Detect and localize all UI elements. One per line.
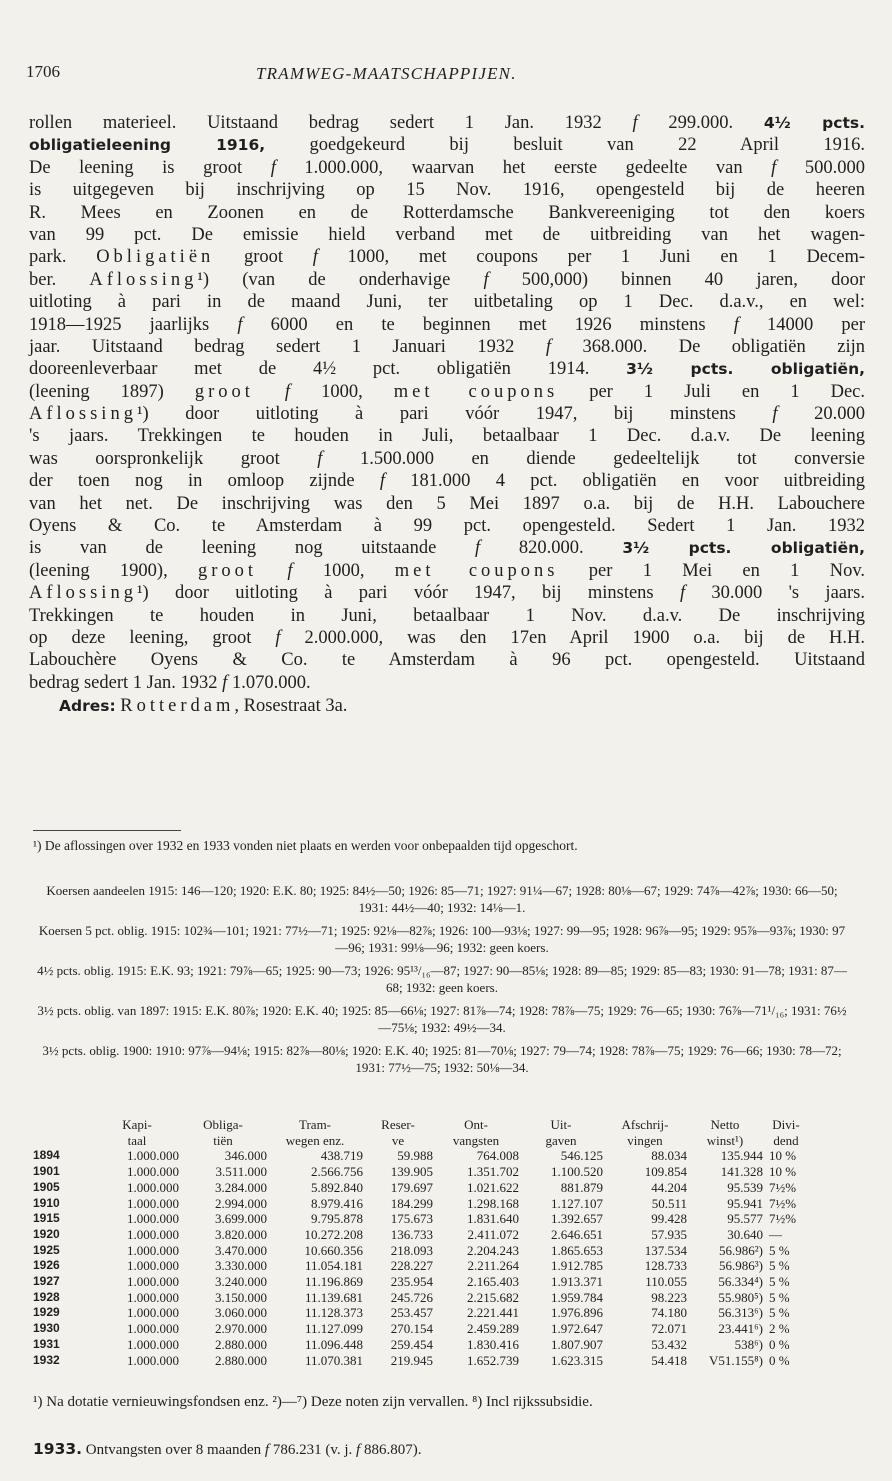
table-cell: 7½% [769,1179,797,1195]
table-cell: 235.954 [390,1274,433,1290]
table-cell: 11.128.373 [304,1305,363,1321]
text-run: f [771,157,777,178]
table-cell: 1.000.000 [127,1305,179,1321]
heading-run: obligatieleening 1916, [29,136,266,155]
row-year: 1910 [33,1195,60,1210]
column-header: Ont- vangsten [452,1117,500,1148]
table-cell: 59.988 [397,1148,433,1164]
text-run: f [733,314,739,335]
text-run: ¹) door uitloting à pari vóór 1947, bij minstens [136,583,680,604]
table-cell: 1.807.907 [551,1336,603,1352]
table-cell: 72.071 [651,1321,687,1337]
row-year: 1928 [33,1289,60,1304]
text-run: f [275,627,281,648]
text-run: ¹) door uitloting à pari vóór 1947, bij minstens [136,404,773,425]
row-year: 1926 [33,1258,60,1273]
table-cell: 7½% [769,1211,797,1227]
text-line [29,381,865,403]
table-row [33,1337,809,1353]
note-1933 [33,1440,421,1459]
text-run: (leening 1897) [29,381,195,402]
footnote-aflossing: ¹) De aflossingen over 1932 en 1933 vonden niet plaats en werden voor onbepaalden tijd opgeschort. [33,838,578,853]
text-run: ¹) (van de onderhavige [197,269,484,290]
running-title: TRAMWEG-MAATSCHAPPIJEN. [256,64,517,83]
table-cell: 1.000.000 [127,1211,179,1227]
text-run: Trekkingen te houden in Juni, betaalbaar 1 Nov. d.a.v. De inschrijving [29,605,865,626]
table-header-row [33,1117,809,1148]
spaced-run: Aflossing [29,404,137,425]
table-row [33,1243,809,1259]
table-cell: 99.428 [651,1211,687,1227]
address-label: Adres: [59,697,116,716]
address-street: , Rosestraat 3a. [234,696,348,717]
table-cell: 11.139.681 [304,1289,363,1305]
table-cell: 2.411.072 [467,1226,519,1242]
note-1933-florin-2: f [356,1442,361,1458]
table-cell: 1.913.371 [551,1274,603,1290]
text-line [29,448,865,470]
note-1933-amount-2: 886.807). [360,1442,422,1458]
table-cell: 9.795.878 [311,1211,363,1227]
row-year: 1901 [33,1164,60,1179]
table-cell: 2.459.289 [467,1321,519,1337]
table-cell: — [769,1226,782,1242]
table-cell: 0 % [769,1336,790,1352]
column-header: Obliga- tiën [203,1117,243,1148]
table-cell: 56.986²) [719,1242,763,1258]
text-run: f [222,672,228,693]
spaced-run: groot [198,560,258,581]
table-cell: 56.334⁴) [718,1274,763,1290]
text-run: 820.000. [480,538,623,559]
table-cell: 2.994.000 [215,1195,267,1211]
text-run: 1.500.000 en diende gedeeltelijk tot conversie [322,448,865,469]
text-run: 181.000 4 pct. obligatiën en voor uitbreiding [385,471,865,492]
text-line [29,202,865,224]
table-cell: 1.000.000 [127,1195,179,1211]
table-cell: 74.180 [651,1305,687,1321]
table-cell: 30.640 [727,1226,763,1242]
table-cell: 139.905 [390,1164,433,1180]
text-run [257,561,287,581]
table-row [33,1148,809,1164]
text-line [29,269,865,291]
table-cell: 1.021.622 [467,1179,519,1195]
table-cell: 1.831.640 [467,1211,519,1227]
table-cell: 3.060.000 [215,1305,267,1321]
koers-paragraph: 3½ pcts. oblig. 1900: 1910: 97⅞—94⅛; 1915: 82⅞—80⅛; 1920: E.K. 40; 1925: 81—70⅛; 1927: 79—74; 1928: 78⅞—75; 1929: 76—66; 1930: 78—72; 1931: 77½—75; 1932: 50⅛—34. [42,1043,842,1075]
text-run: jaar. Uitstaand bedrag sedert 1 Januari 1932 [29,336,546,357]
text-run: De leening is groot [29,157,271,178]
text-line [29,605,865,627]
table-cell: 44.204 [651,1179,687,1195]
table-cell: 141.328 [720,1164,763,1180]
table-cell: 346.000 [224,1148,267,1164]
heading-run: 3½ pcts. obligatiën, [626,360,865,379]
text-run: was oorspronkelijk groot [29,448,318,469]
address-city: Rotterdam [120,696,235,717]
table-cell: 5 % [769,1258,790,1274]
text-run: 14000 per [738,314,865,335]
text-run: per 1 Mei en 1 Nov. [558,560,866,581]
text-run: f [270,157,276,178]
table-cell: 764.008 [476,1148,519,1164]
koers-paragraph: 4½ pcts. oblig. 1915: E.K. 93; 1921: 79⅞—65; 1925: 90—73; 1926: 95¹³/₁₆—87; 1927: 90—85⅛; 1928: 89—85; 1929: 85—83; 1930: 91—78; 1931: 87—68; 1932: geen koers. [37,963,847,995]
table-cell: 23.441⁶) [718,1321,763,1337]
column-header: Netto winst¹) [706,1117,744,1148]
table-cell: 1.000.000 [127,1258,179,1274]
table-cell: 1.000.000 [127,1226,179,1242]
table-row [33,1258,809,1274]
table-cell: V51.155⁸) [709,1352,763,1368]
table-cell: 11.196.869 [304,1274,363,1290]
financial-table [33,1117,809,1368]
text-run: 6000 en te beginnen met 1926 minstens [242,314,734,335]
table-cell: 2.566.756 [311,1164,363,1180]
footnote-table: ¹) Na dotatie vernieuwingsfondsen enz. ²)—⁷) Deze noten zijn vervallen. ⁸) Incl rijkssubsidie. [33,1394,593,1410]
table-cell: 1.976.896 [551,1305,603,1321]
table-cell: 1.392.657 [551,1211,603,1227]
table-cell: 10.660.356 [304,1242,363,1258]
text-run: uitloting à pari in de maand Juni, ter uitbetaling op 1 Dec. d.a.v., en wel: [29,292,865,313]
table-cell: 184.299 [390,1195,433,1211]
koers-paragraph: 3½ pcts. oblig. van 1897: 1915: E.K. 80⅞; 1920: E.K. 40; 1925: 85—66⅛; 1927: 81⅞—74; 1928: 78⅞—75; 1929: 76—65; 1930: 76⅞—71¹/₁₆; 1931: 76½—75⅛; 1932: 49½—34. [37,1003,847,1035]
table-row [33,1180,809,1196]
text-run: f [287,560,293,581]
note-1933-florin: f [264,1442,270,1458]
text-run: 368.000. De obligatiën zijn [550,336,865,357]
table-cell: 3.284.000 [215,1179,267,1195]
row-year: 1894 [33,1148,60,1163]
table-cell: 5 % [769,1289,790,1305]
table-cell: 3.240.000 [215,1274,267,1290]
column-header: Divi- dend [772,1117,800,1148]
table-cell: 136.733 [390,1226,433,1242]
table-cell: 56.313⁶) [718,1305,763,1321]
table-cell: 1.000.000 [127,1179,179,1195]
text-run: (leening 1900), [29,560,199,581]
text-run: 1000, [292,560,395,581]
text-run: f [475,538,481,559]
table-cell: 2.165.403 [467,1274,519,1290]
text-line [29,470,865,492]
main-text [29,112,865,718]
table-cell: 2.215.682 [467,1289,519,1305]
text-run: Labouchère Oyens & Co. te Amsterdam à 96 pct. opengesteld. Uitstaand [29,650,865,671]
table-cell: 175.673 [390,1211,433,1227]
table-cell: 3.470.000 [215,1242,267,1258]
row-year: 1905 [33,1179,60,1194]
table-cell: 1.000.000 [127,1242,179,1258]
text-line [29,537,865,559]
table-cell: 179.697 [390,1179,433,1195]
table-cell: 3.699.000 [215,1211,267,1227]
text-run: f [545,336,551,357]
table-body [33,1148,809,1368]
text-line [29,112,865,134]
note-1933-amount: 786.231 (v. j. [269,1442,357,1458]
table-cell: 10 % [769,1164,797,1180]
text-run: ber. [29,269,90,290]
table-cell: 546.125 [560,1148,603,1164]
table-row [33,1164,809,1180]
table-cell: 95.577 [727,1211,763,1227]
table-cell: 1.000.000 [127,1352,179,1368]
text-run: 20.000 [777,404,865,425]
koers-paragraph: Koersen aandeelen 1915: 146—120; 1920: E.K. 80; 1925: 84½—50; 1926: 85—71; 1927: 91¼—67; 1928: 80⅛—67; 1929: 74⅞—42⅞; 1930: 66—50; 1931: 44½—40; 1932: 14⅛—1. [46,883,838,915]
table-cell: 95.539 [727,1179,763,1195]
table-cell: 98.223 [651,1289,687,1305]
row-year: 1915 [33,1211,60,1226]
column-header: Afschrij- vingen [621,1117,669,1148]
table-cell: 109.854 [644,1164,687,1180]
table-cell: 1.351.702 [467,1164,519,1180]
table-cell: 2.880.000 [215,1336,267,1352]
text-run: 30.000 's jaars. [685,583,865,604]
text-line [29,403,865,425]
text-run: 1.000.000, waarvan het eerste gedeelte van [275,157,772,178]
table-cell: 11.054.181 [304,1258,363,1274]
table-cell: 1.000.000 [127,1148,179,1164]
table-cell: 881.879 [560,1179,603,1195]
text-run: 1.070.000. [227,672,311,693]
table-cell: 1.298.168 [467,1195,519,1211]
text-run: is van de leening nog uitstaande [29,538,475,559]
table-cell: 3.820.000 [215,1226,267,1242]
table-cell: 270.154 [390,1321,433,1337]
table-cell: 245.726 [390,1289,433,1305]
table-cell: 135.944 [720,1148,763,1164]
table-cell: 1.912.785 [551,1258,603,1274]
text-line [29,515,865,537]
koersen-block [33,882,851,1082]
table-cell: 128.733 [644,1258,687,1274]
text-run: bedrag sedert 1 Jan. 1932 [29,672,223,693]
heading-run: 4½ pcts. [763,114,865,132]
table-cell: 2.646.651 [551,1226,603,1242]
row-year: 1930 [33,1321,60,1336]
column-header: Kapi- taal [122,1117,152,1148]
row-year: 1927 [33,1274,60,1289]
table-cell: 219.945 [390,1352,433,1368]
table-cell: 3.150.000 [215,1289,267,1305]
text-line [29,246,865,268]
spaced-run: met coupons [393,381,559,402]
text-run: groot [214,247,313,268]
text-line [29,291,865,313]
heading-run: 3½ pcts. obligatiën, [622,539,866,558]
text-line [29,425,865,447]
text-line [29,314,865,336]
table-cell: 2.211.264 [467,1258,519,1274]
text-run: f [632,113,638,133]
table-cell: 1.127.107 [551,1195,603,1211]
text-run: Oyens & Co. te Amsterdam à 99 pct. opengesteld. Sedert 1 Jan. 1932 [29,516,865,537]
note-1933-text: Ontvangsten over 8 maanden [82,1442,265,1458]
table-cell: 1.000.000 [127,1289,179,1305]
text-run: f [317,448,323,469]
row-year: 1931 [33,1336,60,1351]
text-line [29,134,865,156]
spaced-run: Aflossing [29,583,137,604]
text-run: f [312,247,318,268]
table-cell: 1.000.000 [127,1164,179,1180]
table-cell: 1.000.000 [127,1274,179,1290]
koers-paragraph: Koersen 5 pct. oblig. 1915: 102¾—101; 1921: 77½—71; 1925: 92⅛—82⅞; 1926: 100—93⅛; 1927: 99—95; 1928: 96⅞—95; 1929: 95⅞—93⅞; 1930: 97—96; 1931: 99⅛—96; 1932: geen koers. [38,923,846,955]
text-run: R. Mees en Zoonen en de Rotterdamsche Bankvereeniging tot den koers [29,202,865,223]
table-cell: 538⁶) [734,1336,763,1352]
column-header: Reser- ve [381,1117,415,1148]
text-run: f [483,269,489,290]
column-header [33,1117,95,1148]
table-row [33,1274,809,1290]
table-cell: 2.204.243 [467,1242,519,1258]
table-cell: 10.272.208 [304,1226,363,1242]
text-run: per 1 Juli en 1 Dec. [558,381,866,402]
table-cell: 2.880.000 [215,1352,267,1368]
table-cell: 55.980⁵) [718,1289,763,1305]
table-cell: 54.418 [651,1352,687,1368]
table-cell: 1.865.653 [551,1242,603,1258]
table-cell: 10 % [769,1148,797,1164]
table-cell: 1.652.739 [467,1352,519,1368]
table-row [33,1321,809,1337]
spaced-run: Aflossing [89,269,198,290]
table-cell: 3.330.000 [215,1258,267,1274]
text-run: 2.000.000, was den 17en April 1900 o.a. bij de H.H. [280,627,865,648]
text-line [29,358,865,380]
table-cell: 1.972.647 [551,1321,603,1337]
table-cell: 57.935 [651,1226,687,1242]
table-cell: 88.034 [651,1148,687,1164]
table-cell: 8.979.416 [311,1195,363,1211]
text-line [29,560,865,582]
table-cell: 438.719 [320,1148,363,1164]
text-line [29,224,865,246]
text-run: park. [29,247,97,268]
table-cell: 11.070.381 [304,1352,363,1368]
table-cell: 259.454 [390,1336,433,1352]
table-cell: 218.093 [390,1242,433,1258]
table-cell: 5.892.840 [311,1179,363,1195]
table-cell: 3.511.000 [215,1164,267,1180]
text-line [29,649,865,671]
table-cell: 1.000.000 [127,1336,179,1352]
table-cell: 11.096.448 [304,1336,363,1352]
text-run: van 99 pct. De emissie hield verband met de uitbreiding van het wagen- [29,224,865,245]
text-run: f [237,314,243,335]
table-cell: 1.100.520 [551,1164,603,1180]
table-cell: 2.221.441 [467,1305,519,1321]
table-cell: 1.959.784 [551,1289,603,1305]
text-run: op deze leening, groot [29,627,276,648]
table-cell: 2 % [769,1321,790,1337]
text-run: 500.000 [776,157,865,178]
note-1933-year: 1933. [33,1440,83,1458]
table-cell: 1.000.000 [127,1321,179,1337]
text-run: van het net. De inschrijving was den 5 Mei 1897 o.a. bij de H.H. Labouchere [29,493,865,514]
text-line [29,336,865,358]
table-cell: 5 % [769,1242,790,1258]
text-run: rollen materieel. Uitstaand bedrag sedert 1 Jan. 1932 [29,113,633,133]
table-cell: 95.941 [727,1195,763,1211]
column-header: Tram- wegen enz. [285,1117,345,1148]
table-row [33,1305,809,1321]
text-run: 1000, met coupons per 1 Juni en 1 Decem- [317,247,865,268]
text-run: 's jaars. Trekkingen te houden in Juli, betaalbaar 1 Dec. d.a.v. De leening [29,426,865,447]
table-row [33,1290,809,1306]
text-run: 1000, [290,381,394,402]
text-run: f [679,583,686,604]
table-cell: 1.623.315 [551,1352,603,1368]
page-number: 1706 [26,62,60,81]
column-header: Uit- gaven [545,1117,577,1148]
text-run: goedgekeurd bij besluit van 22 April 1916. [265,135,865,156]
table-row [33,1227,809,1243]
table-cell: 0 % [769,1352,790,1368]
text-run: 299.000. [637,113,764,133]
table-row [33,1196,809,1212]
spaced-run: Obligatiën [96,247,215,268]
text-run: dooreenleverbaar met de 4½ pct. obligatiën 1914. [29,359,627,380]
text-line [29,179,865,201]
table-cell: 253.457 [390,1305,433,1321]
row-year: 1920 [33,1226,60,1241]
text-line [29,672,865,694]
table-cell: 2.970.000 [215,1321,267,1337]
row-year: 1925 [33,1242,60,1257]
table-cell: 7½% [769,1195,797,1211]
table-cell: 137.534 [644,1242,687,1258]
text-line [29,627,865,649]
spaced-run: met coupons [394,560,559,581]
table-cell: 53.432 [651,1336,687,1352]
table-cell: 11.127.099 [304,1321,363,1337]
table-cell: 228.227 [390,1258,433,1274]
text-run: 1918—1925 jaarlijks [29,314,238,335]
text-run: f [772,404,778,425]
text-line [29,582,865,604]
text-run: der toen nog in omloop zijnde [29,471,380,492]
table-cell: 50.511 [651,1195,687,1211]
footnote-rule [33,830,181,831]
text-run: f [284,381,291,402]
text-line [29,157,865,179]
row-year: 1932 [33,1352,60,1367]
table-cell: 5 % [769,1274,790,1290]
table-cell: 56.986³) [719,1258,763,1274]
row-year: 1929 [33,1305,60,1320]
table-cell: 1.830.416 [467,1336,519,1352]
text-line [29,493,865,515]
text-run: f [379,471,386,492]
text-run: is uitgegeven bij inschrijving op 15 Nov. 1916, opengesteld bij de heeren [29,180,865,201]
address-line [29,694,865,718]
text-run: 500,000) binnen 40 jaren, door [488,269,865,290]
spaced-run: groot [194,381,254,402]
table-cell: 5 % [769,1305,790,1321]
table-cell: 110.055 [645,1274,687,1290]
text-run [254,382,285,402]
table-row [33,1353,809,1369]
table-row [33,1211,809,1227]
